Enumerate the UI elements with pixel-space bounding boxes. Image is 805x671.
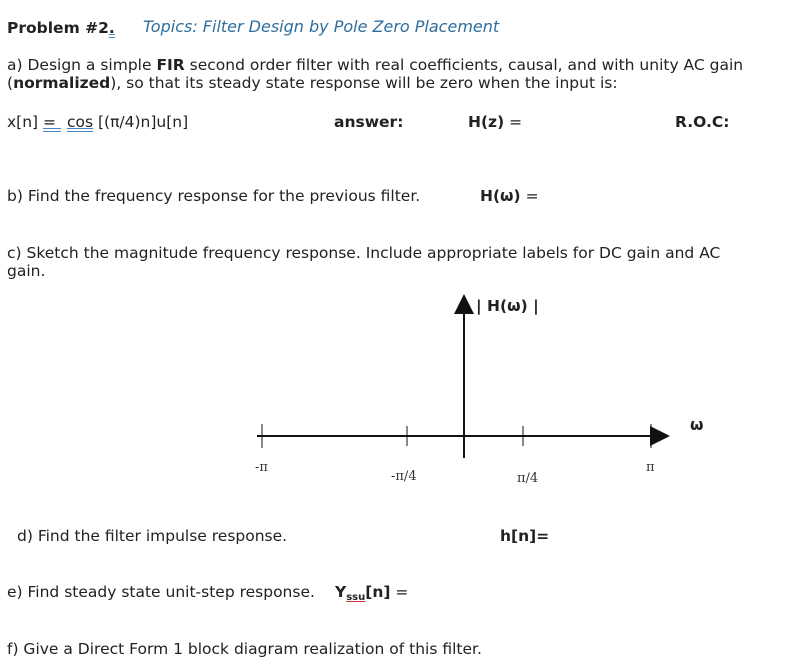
- part-b-text: b) Find the frequency response for the previous filter.: [7, 187, 421, 205]
- y-equals: =: [390, 583, 409, 601]
- part-a-line1-post: second order filter with real coefficients, causal, and with unity AC gain: [184, 56, 744, 74]
- part-c-line2: gain.: [7, 262, 46, 280]
- roc-label: R.O.C:: [675, 113, 730, 131]
- input-cos: cos: [66, 113, 94, 131]
- part-a-fir: FIR: [156, 56, 185, 74]
- part-d-text: d) Find the filter impulse response.: [17, 527, 288, 545]
- hw-equals: =: [525, 187, 539, 205]
- input-equals: =: [43, 113, 61, 131]
- y-subscript: ssu: [346, 592, 366, 603]
- problem-number-dot: .: [108, 19, 115, 37]
- part-a-normalized: normalized: [13, 74, 111, 92]
- part-f-text: f) Give a Direct Form 1 block diagram realization of this filter.: [7, 640, 482, 658]
- y-index: [n]: [365, 583, 391, 601]
- tick-label-pi-4: π/4: [517, 471, 539, 486]
- tick-label-pi: π: [646, 460, 655, 475]
- tick-label-neg-pi: -π: [255, 460, 268, 475]
- part-c-line1: c) Sketch the magnitude frequency response. Include appropriate labels for DC gain and AC: [7, 244, 721, 262]
- x-axis-label: ω: [690, 416, 704, 434]
- part-a-line2-post: ), so that its steady state response will be zero when the input is:: [110, 74, 618, 92]
- part-a-line1-pre: a) Design a simple: [7, 56, 157, 74]
- hz-equals: =: [509, 113, 523, 131]
- part-a-line2-pre: (: [7, 74, 14, 92]
- hw-label: H(ω): [480, 187, 521, 205]
- input-argument: [(π/4)n]u[n]: [93, 113, 189, 131]
- hz-label: H(z): [468, 113, 505, 131]
- tick-label-neg-pi-4: -π/4: [391, 469, 417, 484]
- part-e-text: e) Find steady state unit-step response.: [7, 583, 315, 601]
- y-label: Y: [335, 583, 347, 601]
- answer-label: answer:: [334, 113, 404, 131]
- problem-number: Problem #2: [7, 19, 109, 37]
- y-axis-label: | H(ω) |: [476, 297, 539, 315]
- input-x-label: x[n]: [7, 113, 44, 131]
- ysu-answer: [335, 583, 408, 603]
- hn-label: h[n]=: [500, 527, 550, 545]
- topics-heading: Topics: Filter Design by Pole Zero Placement: [143, 17, 500, 36]
